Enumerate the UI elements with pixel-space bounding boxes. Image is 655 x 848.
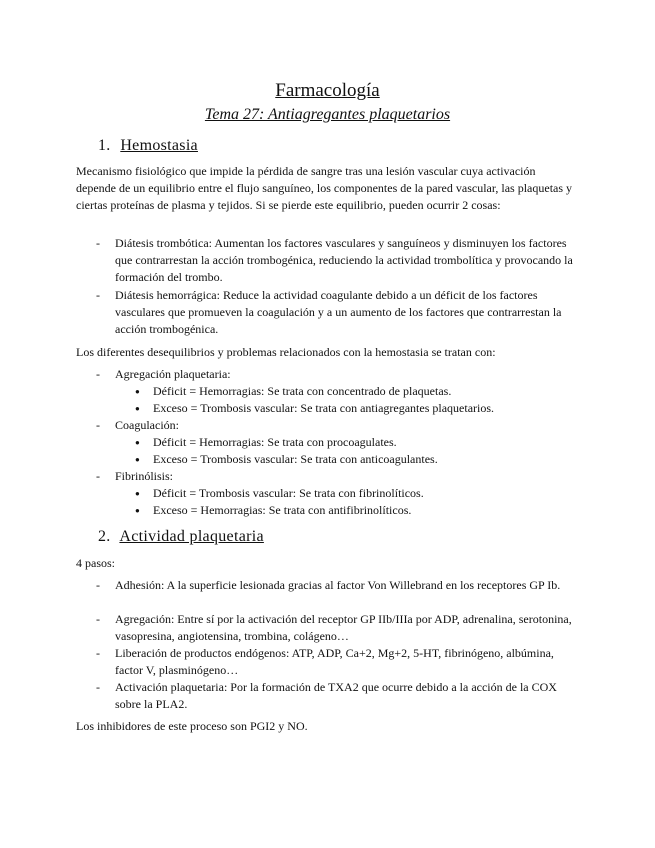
sublist-item-text: Exceso = Hemorragias: Se trata con antifibrinolíticos. bbox=[153, 503, 412, 517]
list-item-adhesion bbox=[96, 577, 580, 594]
list-item-diatesis-trombotica bbox=[96, 235, 580, 287]
bullet-marker: ● bbox=[135, 506, 140, 515]
section-heading-hemostasia bbox=[98, 137, 198, 155]
paragraph-steps-intro: 4 pasos: bbox=[76, 556, 115, 570]
sublist-item-text: Exceso = Trombosis vascular: Se trata con anticoagulantes. bbox=[153, 452, 438, 466]
list-item-text: Diátesis hemorrágica: Reduce la actividad coagulante debido a un déficit de los factores vasculares que promueven la coagulación y a un aumento de los factores que contrarrestan la acción trombogénica. bbox=[115, 288, 562, 337]
sublist-item bbox=[135, 451, 575, 468]
list-item-text: Fibrinólisis: bbox=[115, 469, 174, 483]
dash-marker: - bbox=[96, 367, 100, 381]
section-title: Actividad plaquetaria bbox=[119, 528, 264, 545]
list-item-activacion bbox=[96, 679, 580, 713]
section-title: Hemostasia bbox=[120, 137, 198, 154]
bullet-marker: ● bbox=[135, 455, 140, 464]
section-number: 1. bbox=[98, 137, 111, 154]
dash-marker: - bbox=[96, 680, 100, 694]
sublist-item bbox=[135, 485, 575, 502]
bullet-marker: ● bbox=[135, 489, 140, 498]
list-item-text: Agregación plaquetaria: bbox=[115, 367, 231, 381]
paragraph-closing: Los inhibidores de este proceso son PGI2 y NO. bbox=[76, 719, 308, 733]
sublist-item bbox=[135, 383, 575, 400]
bullet-marker: ● bbox=[135, 438, 140, 447]
sublist-item-text: Exceso = Trombosis vascular: Se trata con antiagregantes plaquetarios. bbox=[153, 401, 495, 415]
sublist-item bbox=[135, 434, 575, 451]
paragraph-treat-intro: Los diferentes desequilibrios y problemas relacionados con la hemostasia se tratan con: bbox=[76, 345, 496, 359]
sublist-item-text: Déficit = Hemorragias: Se trata con concentrado de plaquetas. bbox=[153, 384, 452, 398]
sublist-item-text: Déficit = Trombosis vascular: Se trata con fibrinolíticos. bbox=[153, 486, 424, 500]
list-item-diatesis-hemorragica bbox=[96, 287, 580, 339]
dash-marker: - bbox=[96, 236, 100, 250]
list-item-text: Agregación: Entre sí por la activación del receptor GP IIb/IIIa por ADP, adrenalina, serotonina, vasopresina, angiotensina, trombina, colágeno… bbox=[115, 612, 572, 644]
dash-marker: - bbox=[96, 612, 100, 626]
list-item-text: Activación plaquetaria: Por la formación de TXA2 que ocurre debido a la acción de la COX sobre la PLA2. bbox=[115, 680, 557, 712]
list-item-text: Liberación de productos endógenos: ATP, ADP, Ca+2, Mg+2, 5-HT, fibrinógeno, albúmina, factor V, plasminógeno… bbox=[115, 646, 554, 678]
dash-marker: - bbox=[96, 288, 100, 302]
list-item-fibrinolisis bbox=[96, 468, 580, 485]
bullet-marker: ● bbox=[135, 404, 140, 413]
list-item-text: Adhesión: A la superficie lesionada gracias al factor Von Willebrand en los receptores GP Ib. bbox=[115, 578, 561, 592]
dash-marker: - bbox=[96, 578, 100, 592]
list-item-coagulacion bbox=[96, 417, 580, 434]
list-item-liberacion bbox=[96, 645, 580, 679]
bullet-marker: ● bbox=[135, 387, 140, 396]
document-subtitle: Tema 27: Antiagregantes plaquetarios bbox=[204, 106, 451, 123]
list-item-agregacion bbox=[96, 366, 580, 383]
list-item-text: Coagulación: bbox=[115, 418, 179, 432]
dash-marker: - bbox=[96, 646, 100, 660]
section-heading-actividad-plaquetaria bbox=[98, 528, 264, 546]
document-title: Farmacología bbox=[275, 80, 380, 101]
sublist-item bbox=[135, 400, 575, 417]
section-number: 2. bbox=[98, 528, 111, 545]
list-item-agregacion-paso bbox=[96, 611, 580, 645]
sublist-item-text: Déficit = Hemorragias: Se trata con procoagulates. bbox=[153, 435, 397, 449]
sublist-item bbox=[135, 502, 575, 519]
list-item-text: Diátesis trombótica: Aumentan los factores vasculares y sanguíneos y disminuyen los factores que contrarrestan la acción trombogénica, reduciendo la actividad trombolítica y provocando la formación del trombo. bbox=[115, 236, 573, 285]
dash-marker: - bbox=[96, 469, 100, 483]
dash-marker: - bbox=[96, 418, 100, 432]
paragraph-hemostasia-intro: Mecanismo fisiológico que impide la pérdida de sangre tras una lesión vascular cuya activación depende de un equilibrio entre el flujo sanguíneo, los componentes de la pared vascular, las plaquetas y ciertas proteínas de plasma y tejidos. Si se pierde este equilibrio, pueden ocurrir 2 cosas: bbox=[76, 164, 573, 213]
